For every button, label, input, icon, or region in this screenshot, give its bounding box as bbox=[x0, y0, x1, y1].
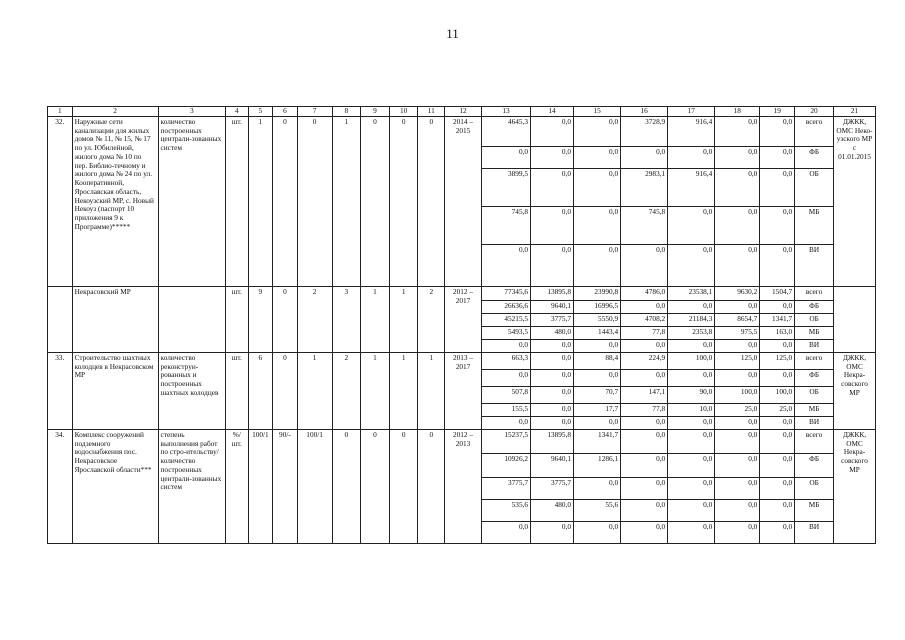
funding-value: 1341,7 bbox=[574, 429, 621, 453]
funding-value: 25,0 bbox=[715, 403, 760, 416]
funding-value: 0,0 bbox=[531, 116, 574, 146]
funding-value: 155,5 bbox=[481, 403, 530, 416]
funding-value: 125,0 bbox=[715, 352, 760, 369]
funding-value: 0,0 bbox=[481, 146, 530, 168]
funding-value: 88,4 bbox=[574, 352, 621, 369]
funding-value: 0,0 bbox=[668, 206, 715, 244]
funding-value: 21184,3 bbox=[668, 313, 715, 326]
funding-value: 0,0 bbox=[481, 244, 530, 286]
column-number-row bbox=[48, 107, 876, 117]
funding-value: 23538,1 bbox=[668, 286, 715, 300]
funding-value: 0,0 bbox=[481, 416, 530, 429]
indicator-value: 2 bbox=[297, 286, 332, 352]
table-body bbox=[48, 107, 876, 544]
indicator-value: 1 bbox=[248, 116, 273, 286]
funding-value: 0,0 bbox=[531, 339, 574, 352]
indicator-value: 9 bbox=[248, 286, 273, 352]
funding-value: 0,0 bbox=[715, 453, 760, 477]
column-number: 18 bbox=[715, 107, 760, 117]
funding-value: 0,0 bbox=[668, 477, 715, 499]
item-name: Некрасовский МР bbox=[72, 286, 158, 352]
item-period: 2014 – 2015 bbox=[445, 116, 482, 286]
funding-value: 70,7 bbox=[574, 386, 621, 403]
funding-value: 0,0 bbox=[531, 403, 574, 416]
column-number: 15 bbox=[574, 107, 621, 117]
funding-value: 480,0 bbox=[531, 499, 574, 521]
funding-source: ОБ bbox=[795, 477, 834, 499]
column-number: 2 bbox=[72, 107, 158, 117]
column-number: 3 bbox=[158, 107, 226, 117]
table-row bbox=[48, 352, 876, 369]
funding-value: 1341,7 bbox=[760, 313, 795, 326]
item-indicator: степень выполнения работ по стро-ительству/ количество построенных централи-зованных систем bbox=[158, 429, 226, 543]
funding-value: 100,0 bbox=[715, 386, 760, 403]
funding-value: 0,0 bbox=[481, 369, 530, 386]
funding-value: 17,7 bbox=[574, 403, 621, 416]
program-table bbox=[47, 106, 876, 544]
funding-value: 0,0 bbox=[760, 521, 795, 543]
funding-value: 0,0 bbox=[531, 206, 574, 244]
funding-value: 2353,8 bbox=[668, 326, 715, 339]
funding-value: 0,0 bbox=[760, 477, 795, 499]
funding-value: 125,0 bbox=[760, 352, 795, 369]
funding-value: 13895,8 bbox=[531, 286, 574, 300]
funding-value: 23990,8 bbox=[574, 286, 621, 300]
funding-source: всего bbox=[795, 352, 834, 369]
funding-value: 0,0 bbox=[531, 386, 574, 403]
funding-value: 9640,1 bbox=[531, 453, 574, 477]
funding-value: 975,5 bbox=[715, 326, 760, 339]
funding-value: 9630,2 bbox=[715, 286, 760, 300]
item-number: 34. bbox=[48, 429, 73, 543]
funding-value: 224,9 bbox=[621, 352, 668, 369]
item-executor bbox=[834, 286, 876, 352]
funding-value: 0,0 bbox=[481, 521, 530, 543]
funding-value: 0,0 bbox=[760, 168, 795, 206]
funding-value: 3899,5 bbox=[481, 168, 530, 206]
funding-value: 0,0 bbox=[621, 244, 668, 286]
funding-value: 0,0 bbox=[574, 416, 621, 429]
funding-source: ОБ bbox=[795, 313, 834, 326]
funding-value: 100,0 bbox=[668, 352, 715, 369]
funding-value: 0,0 bbox=[621, 300, 668, 313]
item-unit: шт. bbox=[226, 286, 249, 352]
funding-value: 0,0 bbox=[760, 416, 795, 429]
funding-source: всего bbox=[795, 116, 834, 146]
funding-value: 0,0 bbox=[668, 453, 715, 477]
funding-value: 745,8 bbox=[481, 206, 530, 244]
funding-value: 3775,7 bbox=[531, 477, 574, 499]
funding-source: всего bbox=[795, 429, 834, 453]
funding-source: МБ bbox=[795, 499, 834, 521]
table-row bbox=[48, 429, 876, 453]
indicator-value: 0 bbox=[273, 352, 298, 429]
item-name: Строительство шахтных колодцев в Некрасовском МР bbox=[72, 352, 158, 429]
funding-value: 0,0 bbox=[531, 521, 574, 543]
funding-value: 100,0 bbox=[760, 386, 795, 403]
funding-value: 9640,1 bbox=[531, 300, 574, 313]
column-number: 12 bbox=[445, 107, 482, 117]
funding-source: ФБ bbox=[795, 146, 834, 168]
funding-value: 0,0 bbox=[531, 352, 574, 369]
funding-value: 15237,5 bbox=[481, 429, 530, 453]
funding-value: 0,0 bbox=[760, 300, 795, 313]
indicator-value: 0 bbox=[389, 429, 418, 543]
funding-value: 0,0 bbox=[574, 369, 621, 386]
column-number: 11 bbox=[418, 107, 445, 117]
funding-value: 0,0 bbox=[531, 244, 574, 286]
funding-source: ВИ bbox=[795, 416, 834, 429]
indicator-value: 1 bbox=[297, 352, 332, 429]
funding-value: 8654,7 bbox=[715, 313, 760, 326]
item-period: 2012 – 2013 bbox=[445, 429, 482, 543]
funding-value: 26636,6 bbox=[481, 300, 530, 313]
funding-value: 0,0 bbox=[621, 429, 668, 453]
item-name: Наружные сети канализации для жилых домов № 11, № 15, № 17 по ул. Юбилейной, жилого дома № 10 по пер. Библио-течному и жилого дома № 24 по ул. Кооперативной, Ярославская область, Некоузский МР, с. Новый Некоуз (паспорт 10 приложения 9 к Программе)***** bbox=[72, 116, 158, 286]
funding-value: 10926,2 bbox=[481, 453, 530, 477]
funding-value: 163,0 bbox=[760, 326, 795, 339]
funding-value: 0,0 bbox=[715, 521, 760, 543]
indicator-value: 0 bbox=[389, 116, 418, 286]
funding-value: 0,0 bbox=[715, 477, 760, 499]
funding-value: 0,0 bbox=[760, 146, 795, 168]
funding-value: 1286,1 bbox=[574, 453, 621, 477]
funding-value: 0,0 bbox=[621, 499, 668, 521]
funding-value: 0,0 bbox=[760, 206, 795, 244]
item-executor: ДЖКК, ОМС Некра-совского МР bbox=[834, 352, 876, 429]
item-number: 32. bbox=[48, 116, 73, 286]
funding-value: 0,0 bbox=[531, 369, 574, 386]
funding-source: ФБ bbox=[795, 453, 834, 477]
funding-value: 0,0 bbox=[574, 116, 621, 146]
funding-value: 0,0 bbox=[621, 453, 668, 477]
funding-value: 147,1 bbox=[621, 386, 668, 403]
funding-value: 0,0 bbox=[715, 499, 760, 521]
funding-source: ВИ bbox=[795, 244, 834, 286]
funding-value: 745,8 bbox=[621, 206, 668, 244]
funding-value: 0,0 bbox=[760, 369, 795, 386]
indicator-value: 90/- bbox=[273, 429, 298, 543]
item-indicator: количество построенных централи-зованных систем bbox=[158, 116, 226, 286]
indicator-value: 2 bbox=[332, 352, 361, 429]
funding-value: 1443,4 bbox=[574, 326, 621, 339]
funding-value: 0,0 bbox=[621, 339, 668, 352]
indicator-value: 6 bbox=[248, 352, 273, 429]
funding-value: 2983,1 bbox=[621, 168, 668, 206]
item-unit: шт. bbox=[226, 352, 249, 429]
indicator-value: 1 bbox=[389, 286, 418, 352]
column-number: 13 bbox=[481, 107, 530, 117]
funding-value: 0,0 bbox=[481, 339, 530, 352]
funding-value: 0,0 bbox=[715, 339, 760, 352]
funding-value: 0,0 bbox=[668, 339, 715, 352]
funding-value: 0,0 bbox=[760, 339, 795, 352]
funding-value: 90,0 bbox=[668, 386, 715, 403]
funding-value: 3775,7 bbox=[531, 313, 574, 326]
column-number: 7 bbox=[297, 107, 332, 117]
funding-value: 0,0 bbox=[531, 146, 574, 168]
funding-value: 916,4 bbox=[668, 116, 715, 146]
item-number: 33. bbox=[48, 352, 73, 429]
indicator-value: 100/1 bbox=[297, 429, 332, 543]
item-indicator: количество реконструи-рованных и построенных шахтных колодцев bbox=[158, 352, 226, 429]
indicator-value: 3 bbox=[332, 286, 361, 352]
funding-value: 5493,5 bbox=[481, 326, 530, 339]
indicator-value: 0 bbox=[273, 116, 298, 286]
funding-value: 0,0 bbox=[574, 244, 621, 286]
item-number bbox=[48, 286, 73, 352]
indicator-value: 1 bbox=[332, 116, 361, 286]
funding-value: 0,0 bbox=[715, 300, 760, 313]
funding-value: 0,0 bbox=[715, 146, 760, 168]
funding-value: 0,0 bbox=[715, 416, 760, 429]
column-number: 21 bbox=[834, 107, 876, 117]
page-number: 11 bbox=[446, 26, 459, 41]
funding-value: 0,0 bbox=[668, 244, 715, 286]
funding-source: ФБ bbox=[795, 369, 834, 386]
indicator-value: 0 bbox=[332, 429, 361, 543]
item-unit: шт. bbox=[226, 116, 249, 286]
funding-value: 0,0 bbox=[574, 477, 621, 499]
funding-value: 535,6 bbox=[481, 499, 530, 521]
funding-value: 0,0 bbox=[574, 206, 621, 244]
funding-source: ФБ bbox=[795, 300, 834, 313]
column-number: 1 bbox=[48, 107, 73, 117]
funding-value: 0,0 bbox=[760, 453, 795, 477]
funding-value: 0,0 bbox=[574, 339, 621, 352]
column-number: 16 bbox=[621, 107, 668, 117]
funding-source: ВИ bbox=[795, 521, 834, 543]
indicator-value: 1 bbox=[389, 352, 418, 429]
funding-source: МБ bbox=[795, 326, 834, 339]
funding-value: 0,0 bbox=[621, 369, 668, 386]
funding-value: 0,0 bbox=[715, 116, 760, 146]
funding-value: 3775,7 bbox=[481, 477, 530, 499]
funding-value: 0,0 bbox=[668, 300, 715, 313]
funding-source: МБ bbox=[795, 403, 834, 416]
column-number: 9 bbox=[361, 107, 390, 117]
indicator-value: 0 bbox=[418, 429, 445, 543]
funding-value: 0,0 bbox=[621, 416, 668, 429]
funding-value: 0,0 bbox=[715, 244, 760, 286]
indicator-value: 0 bbox=[297, 116, 332, 286]
funding-value: 0,0 bbox=[531, 168, 574, 206]
column-number: 6 bbox=[273, 107, 298, 117]
column-number: 19 bbox=[760, 107, 795, 117]
funding-value: 0,0 bbox=[621, 477, 668, 499]
indicator-value: 0 bbox=[273, 286, 298, 352]
item-executor: ДЖКК, ОМС Некра-совского МР bbox=[834, 429, 876, 543]
funding-value: 0,0 bbox=[668, 416, 715, 429]
funding-value: 10,0 bbox=[668, 403, 715, 416]
funding-value: 0,0 bbox=[760, 244, 795, 286]
funding-source: ВИ bbox=[795, 339, 834, 352]
funding-value: 4786,0 bbox=[621, 286, 668, 300]
funding-value: 0,0 bbox=[531, 416, 574, 429]
item-name: Комплекс сооружений подземного водоснабжения пос. Некрасовское Ярославской области*** bbox=[72, 429, 158, 543]
funding-value: 0,0 bbox=[574, 146, 621, 168]
column-number: 14 bbox=[531, 107, 574, 117]
column-number: 5 bbox=[248, 107, 273, 117]
funding-value: 0,0 bbox=[668, 429, 715, 453]
column-number: 8 bbox=[332, 107, 361, 117]
funding-value: 0,0 bbox=[574, 168, 621, 206]
funding-value: 0,0 bbox=[715, 168, 760, 206]
funding-value: 77345,6 bbox=[481, 286, 530, 300]
item-executor: ДЖКК, ОМС Неко-узского МР с 01.01.2015 bbox=[834, 116, 876, 286]
funding-value: 0,0 bbox=[760, 116, 795, 146]
funding-value: 0,0 bbox=[574, 521, 621, 543]
indicator-value: 1 bbox=[418, 352, 445, 429]
funding-value: 4708,2 bbox=[621, 313, 668, 326]
funding-value: 0,0 bbox=[668, 146, 715, 168]
funding-value: 4645,3 bbox=[481, 116, 530, 146]
funding-value: 1504,7 bbox=[760, 286, 795, 300]
funding-source: МБ bbox=[795, 206, 834, 244]
funding-value: 0,0 bbox=[668, 499, 715, 521]
column-number: 10 bbox=[389, 107, 418, 117]
funding-value: 25,0 bbox=[760, 403, 795, 416]
funding-value: 45215,5 bbox=[481, 313, 530, 326]
funding-value: 0,0 bbox=[715, 369, 760, 386]
indicator-value: 1 bbox=[361, 286, 390, 352]
funding-value: 0,0 bbox=[668, 369, 715, 386]
funding-value: 77,8 bbox=[621, 326, 668, 339]
funding-value: 480,0 bbox=[531, 326, 574, 339]
indicator-value: 1 bbox=[361, 352, 390, 429]
funding-value: 0,0 bbox=[715, 429, 760, 453]
funding-value: 13895,8 bbox=[531, 429, 574, 453]
indicator-value: 100/1 bbox=[248, 429, 273, 543]
funding-value: 5550,9 bbox=[574, 313, 621, 326]
funding-source: ОБ bbox=[795, 168, 834, 206]
funding-value: 916,4 bbox=[668, 168, 715, 206]
indicator-value: 0 bbox=[361, 116, 390, 286]
funding-value: 0,0 bbox=[715, 206, 760, 244]
indicator-value: 0 bbox=[418, 116, 445, 286]
funding-value: 3728,9 bbox=[621, 116, 668, 146]
funding-source: всего bbox=[795, 286, 834, 300]
table-row bbox=[48, 286, 876, 300]
table-row bbox=[48, 116, 876, 146]
funding-value: 0,0 bbox=[621, 521, 668, 543]
funding-value: 663,3 bbox=[481, 352, 530, 369]
funding-value: 77,8 bbox=[621, 403, 668, 416]
funding-value: 0,0 bbox=[760, 429, 795, 453]
funding-value: 0,0 bbox=[760, 499, 795, 521]
funding-value: 507,8 bbox=[481, 386, 530, 403]
funding-value: 0,0 bbox=[621, 146, 668, 168]
column-number: 4 bbox=[226, 107, 249, 117]
funding-source: ОБ bbox=[795, 386, 834, 403]
column-number: 20 bbox=[795, 107, 834, 117]
funding-value: 0,0 bbox=[668, 521, 715, 543]
funding-value: 55,6 bbox=[574, 499, 621, 521]
item-indicator bbox=[158, 286, 226, 352]
indicator-value: 0 bbox=[361, 429, 390, 543]
funding-value: 16996,5 bbox=[574, 300, 621, 313]
item-unit: %/ шт. bbox=[226, 429, 249, 543]
item-period: 2013 – 2017 bbox=[445, 352, 482, 429]
indicator-value: 2 bbox=[418, 286, 445, 352]
column-number: 17 bbox=[668, 107, 715, 117]
item-period: 2012 – 2017 bbox=[445, 286, 482, 352]
